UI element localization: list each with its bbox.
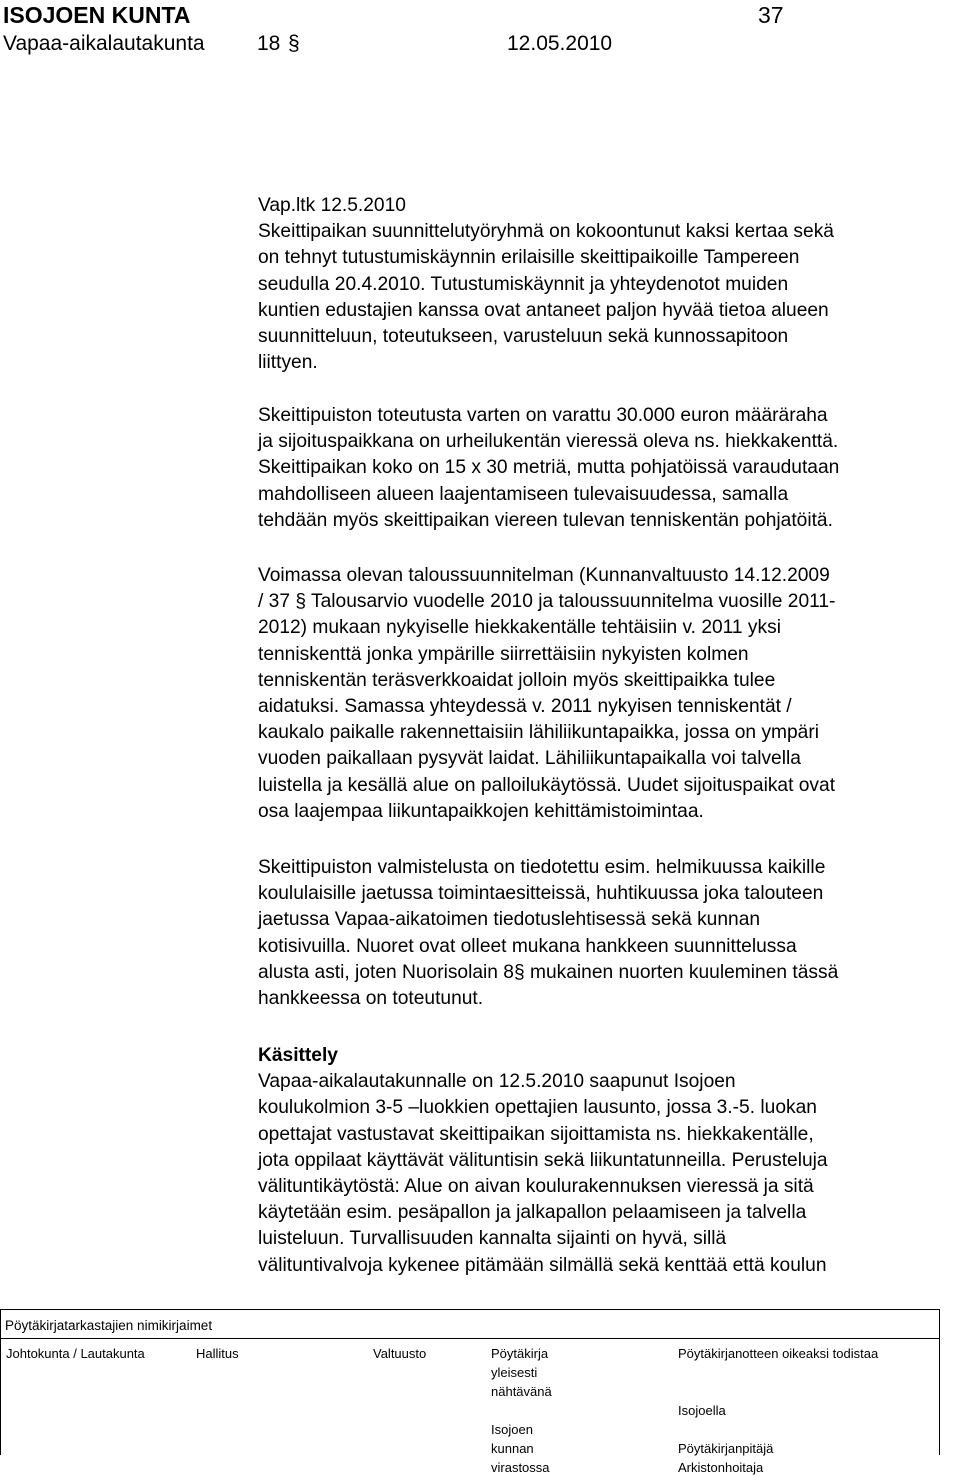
paragraph-background	[258, 193, 958, 376]
board-name: Vapaa-aikalautakunta	[3, 32, 205, 55]
footer-col-valtuusto	[373, 1344, 426, 1363]
footer-label: Arkistonhoitaja	[678, 1460, 764, 1475]
text-line: koulukolmion 3-5 –luokkien opettajien lausunto, jossa 3.-5. luokan	[258, 1097, 817, 1119]
footer-col-board	[6, 1344, 145, 1363]
footer-label: Isojoella	[678, 1403, 726, 1418]
footer-label: Johtokunta / Lautakunta	[6, 1346, 145, 1361]
footer-border-right	[939, 1310, 940, 1455]
text-line: liittyen.	[258, 352, 318, 374]
text-line: Skeittipuiston toteutusta varten on varattu 30.000 euron määräraha	[258, 405, 828, 426]
text-line: luistella ja kesällä alue on palloilukäytössä. Uudet sijoituspaikat ovat	[258, 774, 836, 796]
text-line: koululaisille jaetussa toimintaesitteissä, huhtikuussa joka talouteen	[258, 883, 824, 905]
footer-label: Valtuusto	[373, 1346, 427, 1361]
meeting-date: 12.05.2010	[507, 32, 613, 55]
text-line: välituntikäytöstä: Alue on aivan koulurakennuksen vieressä ja sitä	[258, 1176, 814, 1198]
text-line: ja sijoituspaikkana on urheilukentän vieressä oleva ns. hiekkakenttä.	[258, 431, 839, 453]
footer-label: Pöytäkirjanpitäjä	[678, 1441, 774, 1456]
paragraph-financial-plan	[258, 563, 958, 825]
text-line: tenniskenttä jonka ympärille siirrettäisiin nykyisten kolmen	[258, 643, 749, 665]
text-line: Vap.ltk 12.5.2010	[258, 195, 406, 216]
text-line: kotisivuilla. Nuoret ovat olleet mukana hankkeen suunnittelussa	[258, 935, 797, 957]
text-line: mahdolliseen alueen laajentamiseen tulevaisuudessa, samalla	[258, 483, 789, 505]
text-line: jota oppilaat käyttävät välituntisin sekä liikuntatunneilla. Perusteluja	[258, 1149, 828, 1171]
text-line: Skeittipaikan suunnittelutyöryhmä on kokoontunut kaksi kertaa sekä	[258, 221, 834, 243]
text-line: aidatuksi. Samassa yhteydessä v. 2011 nykyisen tenniskentät /	[258, 696, 792, 718]
paragraph-communication	[258, 855, 958, 1012]
text-line: suunnitteluun, toteutukseen, varusteluun sekä kunnossapitoon	[258, 326, 789, 348]
text-line: välituntivalvoja kykenee pitämään silmällä sekä kenttää että koulun	[258, 1254, 827, 1276]
text-line: Skeittipuiston valmistelusta on tiedotettu esim. helmikuussa kaikille	[258, 857, 826, 878]
text-line: käytetään esim. pesäpallon ja jalkapallon pelaamiseen ja talvella	[258, 1202, 807, 1224]
footer-label: yleisesti	[491, 1365, 538, 1380]
text-line: 2012) mukaan nykyiselle hiekkakentälle tehtäisiin v. 2011 yksi	[258, 617, 781, 639]
footer-label	[678, 1420, 878, 1439]
text-line: tehdään myös skeittipaikan viereen tulevan tenniskentän pohjatöitä.	[258, 509, 833, 531]
text-line: kaukalo paikalle rakennettaisiin lähiliikuntapaikka, jossa on ympäri	[258, 722, 820, 744]
text-line: Vapaa-aikalautakunnalle on 12.5.2010 saapunut Isojoen	[258, 1071, 736, 1093]
text-line: osa laajempaa liikuntapaikkojen kehittämistoimintaa.	[258, 800, 704, 822]
footer-col-hallitus	[196, 1344, 239, 1363]
footer-label: kunnan	[491, 1441, 534, 1456]
text-line: opettajat vastustavat skeittipaikan sijoittamista ns. hiekkakentälle,	[258, 1123, 814, 1145]
section-kasittely	[258, 1043, 958, 1279]
text-line: seudulla 20.4.2010. Tutustumiskäynnit ja yhteydenotot muiden	[258, 273, 789, 295]
text-line: luisteluun. Turvallisuuden kannalta sijainti on hyvä, sillä	[258, 1228, 727, 1250]
footer-col-certify	[678, 1344, 878, 1477]
section-symbol: §	[288, 32, 300, 55]
text-line: kuntien edustajien kanssa ovat antaneet paljon hyvää tietoa alueen	[258, 299, 829, 321]
paragraph-number: 18	[257, 32, 281, 55]
footer-label: virastossa	[491, 1460, 550, 1475]
text-line: alusta asti, joten Nuorisolain 8§ mukainen nuorten kuuleminen tässä	[258, 961, 839, 983]
text-line: on tehnyt tutustumiskäynnin erilaisille skeittipaikoille Tampereen	[258, 247, 800, 269]
text-line: Skeittipaikan koko on 15 x 30 metriä, mutta pohjatöissä varaudutaan	[258, 457, 840, 479]
footer-label	[491, 1401, 552, 1420]
text-line: jaetussa Vapaa-aikatoimen tiedotuslehtisessä sekä kunnan	[258, 909, 761, 931]
footer-label: nähtävänä	[491, 1384, 552, 1399]
footer-label: Isojoen	[491, 1422, 533, 1437]
footer-signature-table	[0, 1310, 940, 1475]
footer-label	[678, 1363, 878, 1382]
paragraph-funding	[258, 403, 958, 534]
text-line: Voimassa olevan taloussuunnitelman (Kunnanvaltuusto 14.12.2009	[258, 565, 830, 586]
footer-label: Hallitus	[196, 1346, 239, 1361]
text-line: / 37 § Talousarvio vuodelle 2010 ja taloussuunnitelma vuosille 2011-	[258, 591, 836, 613]
footer-label: Pöytäkirjanotteen oikeaksi todistaa	[678, 1346, 879, 1361]
footer-col-poytakirja	[491, 1344, 552, 1477]
text-line: tenniskentän teräsverkkoaidat jolloin myös skeittipaikka tulee	[258, 669, 776, 691]
section-heading: Käsittely	[258, 1045, 338, 1066]
municipality-title: ISOJOEN KUNTA	[3, 2, 191, 28]
page-number: 37	[758, 2, 784, 28]
footer-label	[678, 1382, 878, 1401]
footer-heading: Pöytäkirjatarkastajien nimikirjaimet	[5, 1318, 213, 1333]
footer-label: Pöytäkirja	[491, 1346, 549, 1361]
text-line: vuoden paikallaan pysyvät laidat. Lähiliikuntapaikalla voi talvella	[258, 748, 801, 770]
footer-border-left	[0, 1310, 1, 1455]
text-line: hankkeessa on toteutunut.	[258, 988, 484, 1010]
